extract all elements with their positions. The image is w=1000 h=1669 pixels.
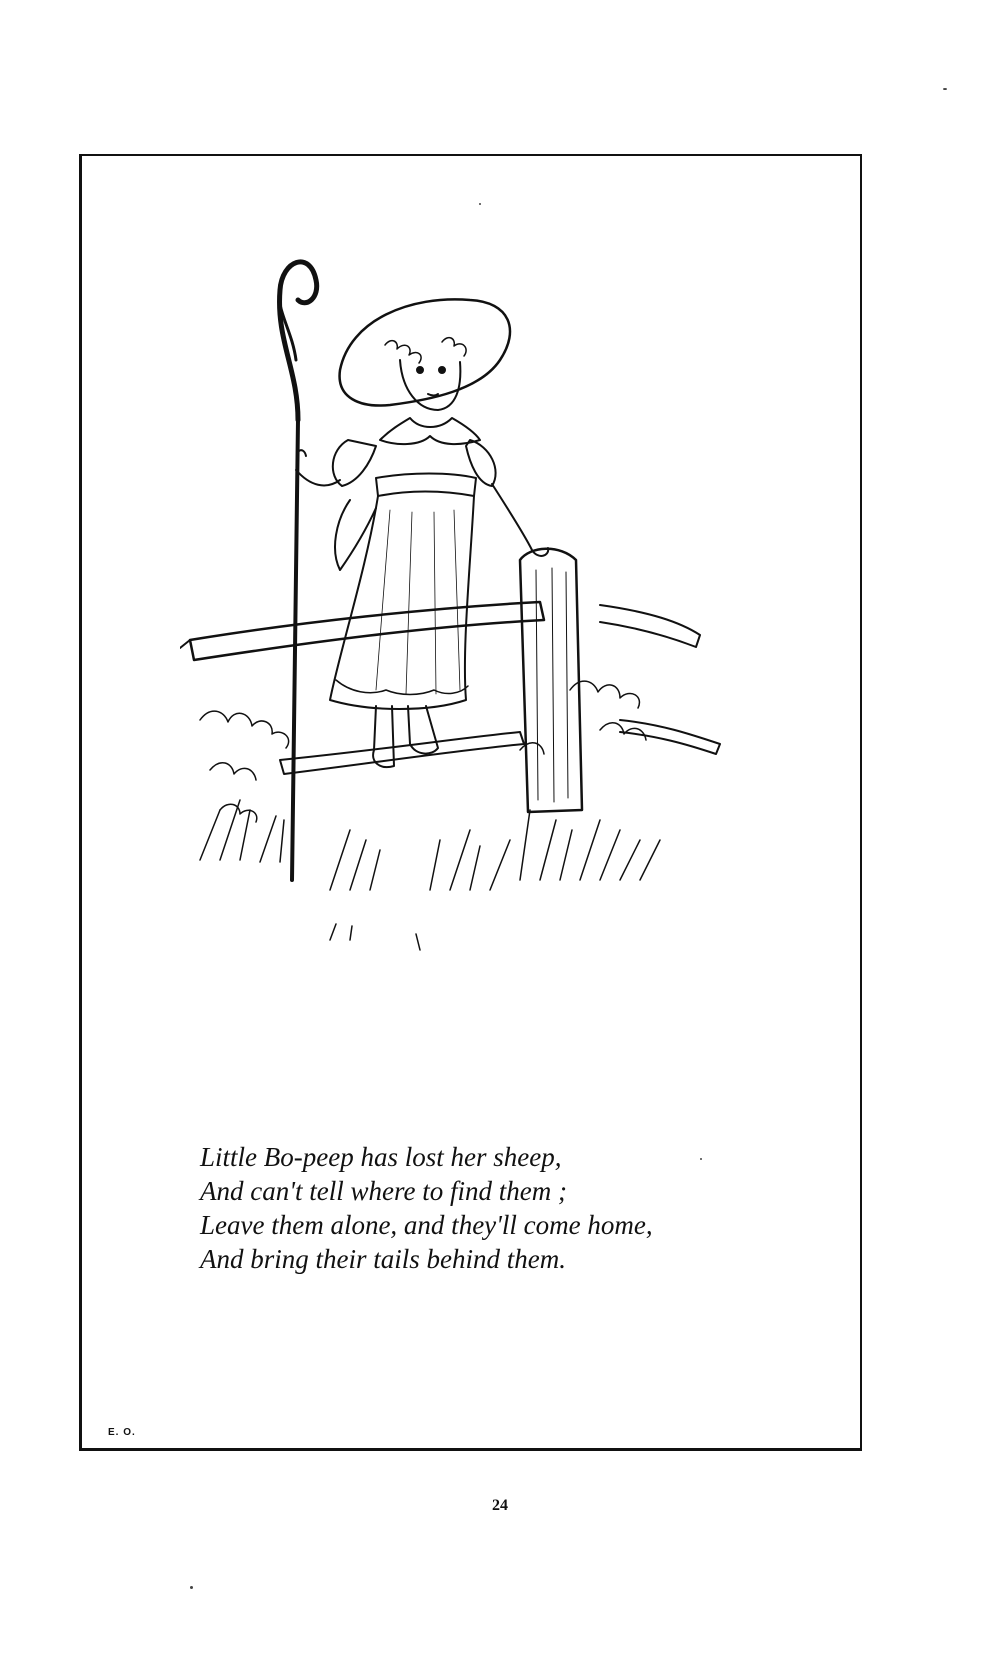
page-number: 24 xyxy=(492,1497,508,1514)
scan-speck xyxy=(479,203,481,205)
shepherds-crook-icon xyxy=(279,262,316,880)
scan-speck xyxy=(943,88,947,90)
nursery-rhyme-verse xyxy=(200,1140,820,1276)
scan-speck xyxy=(700,1158,702,1160)
fence-icon xyxy=(180,549,720,812)
verse-line-1: Little Bo-peep has lost her sheep, xyxy=(200,1142,562,1172)
scan-speck xyxy=(190,1586,193,1589)
girl-figure-icon xyxy=(296,299,548,767)
bo-peep-illustration xyxy=(180,250,770,960)
printer-mark: E. O. xyxy=(108,1427,136,1438)
verse-line-4: And bring their tails behind them. xyxy=(200,1244,566,1274)
verse-line-3: Leave them alone, and they'll come home, xyxy=(200,1210,653,1240)
verse-line-2: And can't tell where to find them ; xyxy=(200,1176,567,1206)
